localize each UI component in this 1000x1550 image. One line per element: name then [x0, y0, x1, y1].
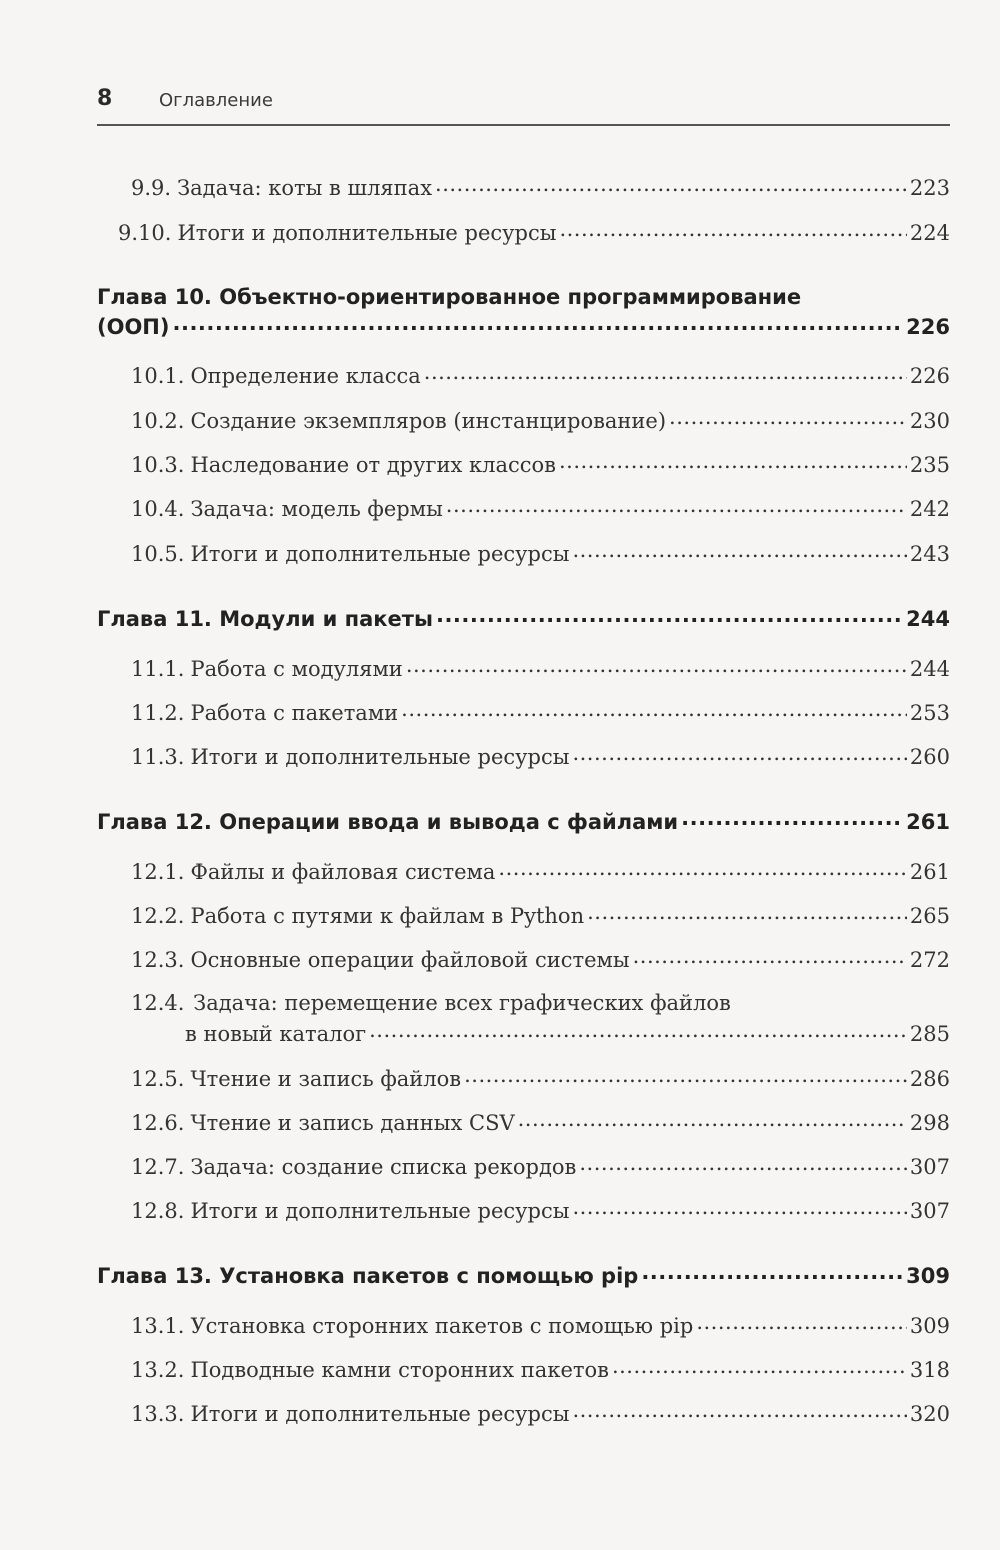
section-number: 13.1. [131, 1314, 185, 1338]
dot-leader [435, 174, 907, 195]
section-number: 10.5. [131, 542, 185, 566]
toc-entry[interactable] [131, 858, 950, 888]
section-title: Задача: коты в шляпах [177, 176, 433, 200]
page-reference: 285 [909, 1022, 950, 1046]
section-title-line1: Задача: перемещение всех графических файлов [193, 991, 731, 1015]
section-title: Определение класса [190, 364, 421, 388]
section-number: 12.6. [131, 1111, 185, 1135]
dot-leader [172, 313, 903, 334]
page-reference: 265 [909, 904, 950, 928]
section-title: Итоги и дополнительные ресурсы [190, 745, 570, 769]
section-title: Итоги и дополнительные ресурсы [190, 1402, 570, 1426]
page-reference: 298 [909, 1111, 950, 1135]
page-reference: 261 [906, 810, 950, 834]
toc-chapter-entry[interactable] [97, 808, 950, 838]
page-reference: 307 [909, 1199, 950, 1223]
dot-leader [406, 655, 907, 676]
dot-leader [681, 808, 903, 829]
section-title: Итоги и дополнительные ресурсы [177, 221, 557, 245]
section-title: Работа с пакетами [190, 701, 399, 725]
section-number: 12.5. [131, 1067, 185, 1091]
section-title: Итоги и дополнительные ресурсы [190, 1199, 570, 1223]
running-title: Оглавление [159, 90, 273, 111]
dot-leader [369, 1020, 907, 1041]
dot-leader [572, 743, 906, 764]
page-reference: 226 [909, 364, 950, 388]
section-number: 12.7. [131, 1155, 185, 1179]
toc-entry[interactable] [131, 699, 950, 729]
page-reference: 272 [909, 948, 950, 972]
page-number: 8 [97, 86, 113, 111]
toc-entry[interactable] [131, 1356, 950, 1386]
section-number: 10.1. [131, 364, 185, 388]
dot-leader [559, 219, 906, 240]
dot-leader [641, 1262, 903, 1283]
section-title: Работа с путями к файлам в Python [190, 904, 585, 928]
dot-leader [436, 605, 903, 626]
section-title: Создание экземпляров (инстанцирование) [190, 409, 667, 433]
chapter-title: Глава 11. Модули и пакеты [97, 607, 433, 631]
page-reference: 318 [909, 1358, 950, 1382]
page-reference: 242 [909, 497, 950, 521]
chapter-title: (ООП) [97, 315, 170, 339]
page-reference: 226 [906, 315, 950, 339]
toc-entry[interactable] [131, 451, 950, 481]
dot-leader [518, 1109, 907, 1130]
section-number: 12.1. [131, 860, 185, 884]
section-title: Чтение и запись данных CSV [190, 1111, 515, 1135]
toc-entry[interactable] [131, 362, 950, 392]
section-number: 9.10. [118, 221, 172, 245]
page-reference: 244 [909, 657, 950, 681]
chapter-title-line[interactable]: Глава 10. Объектно-ориентированное программирование [97, 285, 802, 309]
dot-leader [587, 902, 907, 923]
page-reference: 309 [909, 1314, 950, 1338]
section-title: Работа с модулями [190, 657, 403, 681]
section-number: 12.8. [131, 1199, 185, 1223]
section-title: Основные операции файловой системы [190, 948, 630, 972]
toc-entry[interactable] [131, 743, 950, 773]
dot-leader [572, 1197, 906, 1218]
toc-entry[interactable] [131, 655, 950, 685]
dot-leader [424, 362, 907, 383]
toc-entry[interactable] [131, 540, 950, 570]
toc-entry[interactable] [131, 1109, 950, 1139]
toc-entry[interactable] [131, 1153, 950, 1183]
section-number: 13.2. [131, 1358, 185, 1382]
section-title: Установка сторонних пакетов с помощью pip [190, 1314, 694, 1338]
page-header [97, 84, 950, 126]
toc-entry[interactable] [131, 407, 950, 437]
section-number: 11.2. [131, 701, 185, 725]
section-number: 13.3. [131, 1402, 185, 1426]
dot-leader [633, 946, 907, 967]
toc-entry[interactable] [131, 1400, 950, 1430]
page-reference: 320 [909, 1402, 950, 1426]
chapter-title: Глава 12. Операции ввода и вывода с файлами [97, 810, 679, 834]
toc-entry[interactable] [131, 495, 950, 525]
dot-leader [498, 858, 906, 879]
dot-leader [612, 1356, 907, 1377]
page-reference: 309 [906, 1264, 950, 1288]
section-number: 12.3. [131, 948, 185, 972]
dot-leader [572, 1400, 906, 1421]
section-title: Задача: создание списка рекордов [190, 1155, 577, 1179]
toc-entry[interactable] [118, 219, 950, 249]
toc-chapter-entry[interactable] [97, 1262, 950, 1292]
page-reference: 260 [909, 745, 950, 769]
toc-entry[interactable] [131, 1312, 950, 1342]
toc-chapter-entry[interactable] [97, 605, 950, 635]
section-number: 11.1. [131, 657, 185, 681]
page-reference: 261 [909, 860, 950, 884]
section-title: Задача: модель фермы [190, 497, 443, 521]
toc-entry[interactable] [131, 1197, 950, 1227]
section-title: Подводные камни сторонних пакетов [190, 1358, 609, 1382]
dot-leader [579, 1153, 907, 1174]
page-reference: 286 [909, 1067, 950, 1091]
page-reference: 243 [909, 542, 950, 566]
dot-leader [401, 699, 907, 720]
section-number: 10.4. [131, 497, 185, 521]
section-number: 11.3. [131, 745, 185, 769]
page-reference: 253 [909, 701, 950, 725]
page-reference: 307 [909, 1155, 950, 1179]
page-reference: 223 [909, 176, 950, 200]
toc-chapter-entry[interactable] [97, 313, 950, 343]
page-reference: 224 [909, 221, 950, 245]
section-number: 12.4. [131, 991, 185, 1015]
dot-leader [696, 1312, 907, 1333]
section-number: 9.9. [131, 176, 172, 200]
chapter-title: Глава 13. Установка пакетов с помощью pip [97, 1264, 639, 1288]
dot-leader [669, 407, 907, 428]
toc-entry-first-line[interactable] [131, 991, 731, 1015]
toc-entry[interactable] [185, 1020, 950, 1050]
section-number: 10.3. [131, 453, 185, 477]
section-title: Чтение и запись файлов [190, 1067, 462, 1091]
dot-leader [446, 495, 907, 516]
dot-leader [464, 1065, 907, 1086]
section-title-line2: в новый каталог [185, 1022, 367, 1046]
page-reference: 244 [906, 607, 950, 631]
dot-leader [559, 451, 907, 472]
section-title: Наследование от других классов [190, 453, 556, 477]
section-title: Файлы и файловая система [190, 860, 496, 884]
dot-leader [572, 540, 906, 561]
page-reference: 230 [909, 409, 950, 433]
section-title: Итоги и дополнительные ресурсы [190, 542, 570, 566]
toc-entry[interactable] [131, 946, 950, 976]
toc-entry[interactable] [131, 1065, 950, 1095]
page-reference: 235 [909, 453, 950, 477]
section-number: 12.2. [131, 904, 185, 928]
section-number: 10.2. [131, 409, 185, 433]
toc-entry[interactable] [131, 902, 950, 932]
toc-entry[interactable] [131, 174, 950, 204]
